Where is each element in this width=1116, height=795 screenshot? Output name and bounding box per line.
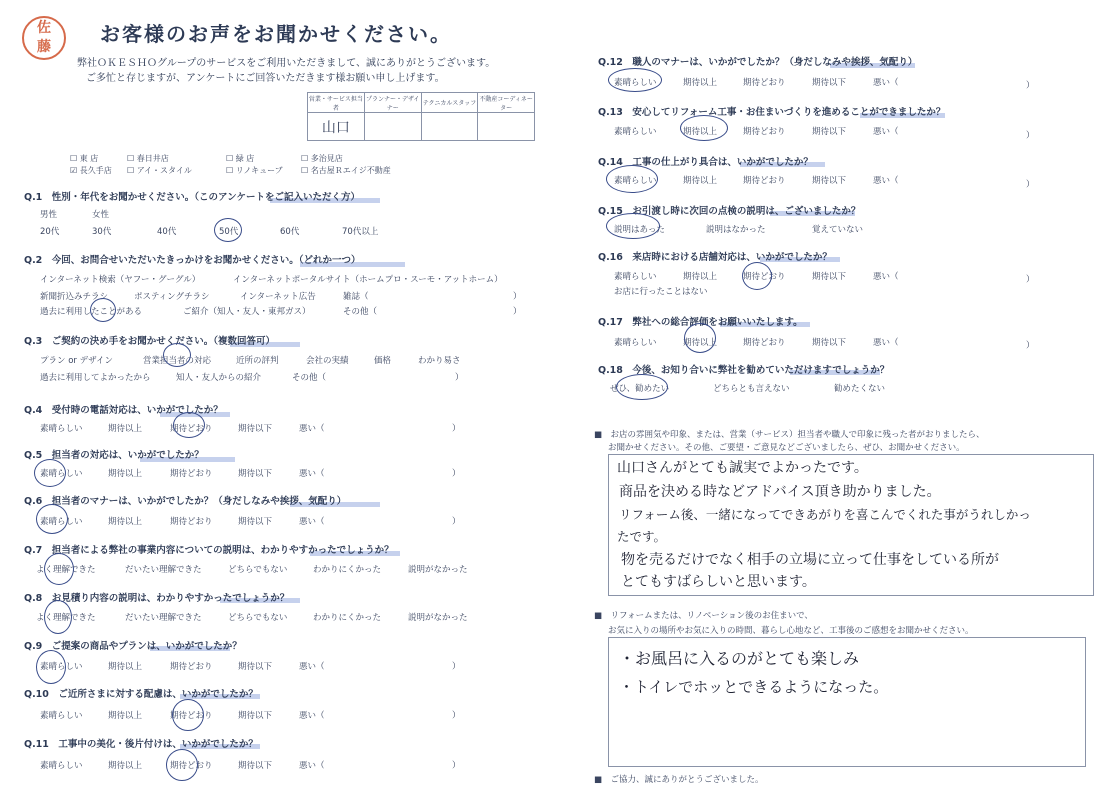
q14-option[interactable]: 期待以上 <box>683 176 718 186</box>
section2-prompt-line-1: ■ リフォームまたは、リノベーション後のお住まいで、 <box>594 611 813 621</box>
q12-option[interactable]: 素晴らしい <box>614 78 657 88</box>
q10-option[interactable]: 悪い（ <box>299 711 325 721</box>
q11-paren-close: ） <box>452 761 461 771</box>
q2-option[interactable]: 新聞折込みチラシ <box>40 292 109 302</box>
section1-prompt-line-2: お聞かせください。その他、ご要望・ご意見などございましたら、ぜひ、お聞かせください。 <box>608 443 965 453</box>
store-label: 長久手店 <box>79 166 112 175</box>
staff-realestate-name <box>478 113 535 141</box>
q18-option[interactable]: 勧めたくない <box>834 384 886 394</box>
q10-option[interactable]: 期待以下 <box>238 711 273 721</box>
q16-option-never-visited[interactable]: お店に行ったことはない <box>614 287 708 297</box>
q6-paren-close: ） <box>452 517 461 527</box>
checkbox-mark: ☐ <box>226 154 234 163</box>
q2-paren-close: ） <box>513 292 522 302</box>
q3-option[interactable]: わかり易さ <box>418 356 461 366</box>
q12-paren-close: ） <box>1026 81 1035 91</box>
q17-option[interactable]: 悪い（ <box>873 338 899 348</box>
store-checkbox[interactable] <box>226 165 283 176</box>
q4-option[interactable]: 期待どおり <box>170 424 213 434</box>
q8-option[interactable]: だいたい理解できた <box>125 613 202 623</box>
handwriting-line: とてもすばらしいと思います。 <box>621 574 816 590</box>
store-label: アイ・スタイル <box>136 166 192 175</box>
q7-label: Q.7 担当者による弊社の事業内容についての説明は、わかりやすかったでしょうか？ <box>24 545 394 556</box>
q10-label: Q.10 ご近所さまに対する配慮は、いかがでしたか？ <box>24 689 258 700</box>
q7-option[interactable]: よく理解できた <box>36 565 96 575</box>
section2-prompt-line-2: お気に入りの場所やお気に入りの時間、暮らし心地など、工事後のご感想をお聞かせください。 <box>608 626 974 636</box>
intro-line-1: 弊社ＯＫＥＳＨＯグループのサービスをご利用いただきまして、誠にありがとうございます。 <box>77 58 496 69</box>
hanko-stamp <box>22 16 66 60</box>
q4-option[interactable]: 悪い（ <box>299 424 325 434</box>
q12-option[interactable]: 悪い（ <box>873 78 899 88</box>
answer-circle <box>608 68 662 92</box>
q11-option[interactable]: 期待以下 <box>238 761 273 771</box>
q13-option[interactable]: 期待どおり <box>743 127 786 137</box>
q4-label: Q.4 受付時の電話対応は、いかがでしたか？ <box>24 405 223 416</box>
staff-header: 営業・サービス担当者 <box>308 93 365 113</box>
answer-circle <box>742 262 772 290</box>
q9-option[interactable]: 期待以下 <box>238 662 273 672</box>
q5-paren-close: ） <box>452 469 461 479</box>
store-checkbox[interactable] <box>127 165 192 176</box>
q7-option[interactable]: わかりにくかった <box>313 565 382 575</box>
q12-option[interactable]: 期待どおり <box>743 78 786 88</box>
store-checkbox[interactable] <box>301 165 391 176</box>
answer-circle <box>90 298 116 322</box>
q4-option[interactable]: 素晴らしい <box>40 424 83 434</box>
q3-option[interactable]: 近所の評判 <box>236 356 279 366</box>
q3-option[interactable]: 知人・友人からの紹介 <box>176 373 262 383</box>
q3-option[interactable]: 営業担当者の対応 <box>143 356 212 366</box>
checkbox-mark: ☑ <box>70 166 78 175</box>
q2-option[interactable]: インターネットポータルサイト（ホームプロ・スーモ・アットホーム） <box>233 275 503 285</box>
q7-option[interactable]: どちらでもない <box>228 565 288 575</box>
q17-label: Q.17 弊社への総合評価をお願いいたします。 <box>598 317 803 328</box>
q3-paren-close: ） <box>455 373 464 383</box>
q7-option[interactable]: だいたい理解できた <box>125 565 202 575</box>
q6-option[interactable]: 期待どおり <box>170 517 213 527</box>
store-label: リノキューブ <box>235 166 283 175</box>
q8-label: Q.8 お見積り内容の説明は、わかりやすかったでしょうか？ <box>24 593 290 604</box>
q14-option[interactable]: 悪い（ <box>873 176 899 186</box>
q13-option[interactable]: 期待以上 <box>683 127 718 137</box>
q14-option[interactable]: 期待以下 <box>812 176 847 186</box>
q8-option[interactable]: よく理解できた <box>36 613 96 623</box>
store-label: 名古屋Ｒエイジ不動産 <box>310 166 391 175</box>
answer-circle <box>36 504 68 534</box>
q11-option[interactable]: 期待以上 <box>108 761 143 771</box>
q18-label: Q.18 今後、お知り合いに弊社を勧めていただけますでしょうか？ <box>598 365 890 376</box>
q10-option[interactable]: 期待以上 <box>108 711 143 721</box>
q9-paren-close: ） <box>452 662 461 672</box>
q18-option[interactable]: ぜひ、勧めたい <box>610 384 670 394</box>
q3-option[interactable]: 価格 <box>374 356 392 366</box>
store-label: 緑 店 <box>235 154 255 163</box>
q8-option[interactable]: わかりにくかった <box>313 613 382 623</box>
handwriting-line: ・お風呂に入るのがとても楽しみ <box>619 649 860 668</box>
q1-option-30s[interactable]: 30代 <box>92 227 112 237</box>
q12-label: Q.12 職人のマナーは、いかがでしたか？（身だしなみや挨拶、気配り） <box>598 57 918 68</box>
q10-option[interactable]: 素晴らしい <box>40 711 83 721</box>
staff-header: テクニカルスタッフ <box>421 93 478 113</box>
answer-circle <box>44 600 72 634</box>
checkbox-mark: ☐ <box>70 154 78 163</box>
answer-circle <box>36 650 66 684</box>
answer-circle <box>680 115 728 141</box>
q12-option[interactable]: 期待以上 <box>683 78 718 88</box>
staff-planner-name <box>364 113 421 141</box>
q1-option-male[interactable]: 男性 <box>40 210 58 220</box>
q17-paren-close: ） <box>1026 341 1035 351</box>
answer-circle <box>616 374 668 400</box>
q6-option[interactable]: 期待以下 <box>238 517 273 527</box>
q3-option[interactable]: プラン or デザイン <box>40 356 114 366</box>
answer-circle <box>44 553 74 585</box>
q3-label: Q.3 ご契約の決め手をお聞かせください。（複数回答可） <box>24 336 276 347</box>
q13-option[interactable]: 素晴らしい <box>614 127 657 137</box>
q2-option[interactable]: インターネット広告 <box>240 292 316 302</box>
staff-header: プランナー・デザイナー <box>364 93 421 113</box>
q10-paren-close: ） <box>452 711 461 721</box>
q1-option-20s[interactable]: 20代 <box>40 227 60 237</box>
q15-option[interactable]: 説明はあった <box>614 225 665 235</box>
answer-circle <box>214 218 242 242</box>
handwriting-line: ・トイレでホッとできるようになった。 <box>619 678 889 696</box>
q1-option-40s[interactable]: 40代 <box>157 227 177 237</box>
store-label: 多治見店 <box>310 154 343 163</box>
q16-option[interactable]: 素晴らしい <box>614 272 657 282</box>
q14-option[interactable]: 期待どおり <box>743 176 786 186</box>
answer-circle <box>34 459 66 487</box>
staff-sales-name: 山口 <box>308 113 365 141</box>
stamp-text: 佐藤 <box>37 20 51 55</box>
q2-option[interactable]: ご紹介（知人・友人・東邦ガス） <box>183 307 311 317</box>
q11-option[interactable]: 期待どおり <box>170 761 213 771</box>
q9-option[interactable]: 期待以上 <box>108 662 143 672</box>
store-label: 東 店 <box>79 154 99 163</box>
q6-option[interactable]: 期待以上 <box>108 517 143 527</box>
answer-circle <box>173 412 205 438</box>
store-label: 春日井店 <box>136 154 169 163</box>
store-checkbox[interactable] <box>301 153 343 164</box>
page-title: お客様のお声をお聞かせください。 <box>100 22 452 46</box>
q5-option[interactable]: 期待どおり <box>170 469 213 479</box>
checkbox-mark: ☐ <box>301 154 309 163</box>
q13-label: Q.13 安心してリフォーム工事・お住まいづくりを進めることができましたか？ <box>598 107 946 118</box>
q16-option[interactable]: 期待以上 <box>683 272 718 282</box>
answer-circle <box>166 749 198 781</box>
q2-option[interactable]: インターネット検索（ヤフー・グーグル） <box>40 275 201 285</box>
q2-label: Q.2 今回、お問合せいただいたきっかけをお聞かせください。（どれか一つ） <box>24 255 361 266</box>
q3-option[interactable]: 会社の実績 <box>306 356 349 366</box>
q10-option[interactable]: 期待どおり <box>170 711 213 721</box>
checkbox-mark: ☐ <box>127 154 135 163</box>
q16-label: Q.16 来店時における店舗対応は、いかがでしたか？ <box>598 252 832 263</box>
handwriting-line: 山口さんがとても誠実でよかったです。 <box>617 460 868 476</box>
q1-option-female[interactable]: 女性 <box>92 210 110 220</box>
q17-option[interactable]: 期待以上 <box>683 338 718 348</box>
answer-circle <box>163 343 191 367</box>
q12-option[interactable]: 期待以下 <box>812 78 847 88</box>
q8-option[interactable]: どちらでもない <box>228 613 288 623</box>
q13-option[interactable]: 悪い（ <box>873 127 899 137</box>
q2-option[interactable]: ポスティングチラシ <box>134 292 210 302</box>
store-checkbox[interactable] <box>226 153 254 164</box>
q2-option[interactable]: その他（ <box>343 307 378 317</box>
q6-option[interactable]: 悪い（ <box>299 517 325 527</box>
staff-header: 不動産コーディネーター <box>478 93 535 113</box>
q9-option[interactable]: 期待どおり <box>170 662 213 672</box>
q2-paren-close: ） <box>513 307 522 317</box>
q5-label: Q.5 担当者の対応は、いかがでしたか？ <box>24 450 204 461</box>
q13-option[interactable]: 期待以下 <box>812 127 847 137</box>
answer-circle <box>606 165 658 193</box>
q3-option[interactable]: その他（ <box>292 373 327 383</box>
q4-option[interactable]: 期待以上 <box>108 424 143 434</box>
handwriting-line: たです。 <box>617 529 667 544</box>
q6-label: Q.6 担当者のマナーは、いかがでしたか？（身だしなみや挨拶、気配り） <box>24 496 347 507</box>
q16-option[interactable]: 期待以下 <box>812 272 847 282</box>
q14-paren-close: ） <box>1026 180 1035 190</box>
handwriting-line: リフォーム後、一緒になってできあがりを喜こんでくれた事がうれしかっ <box>619 507 1031 522</box>
q5-option[interactable]: 期待以下 <box>238 469 273 479</box>
q17-option[interactable]: 期待以下 <box>812 338 847 348</box>
footer-thanks: ■ ご協力、誠にありがとうございました。 <box>594 775 764 785</box>
answer-circle <box>172 699 204 731</box>
q2-option[interactable]: 過去に利用したことがある <box>40 307 143 317</box>
q3-option[interactable]: 過去に利用してよかったから <box>40 373 151 383</box>
q5-option[interactable]: 素晴らしい <box>40 469 83 479</box>
q1-option-50s[interactable]: 50代 <box>219 227 239 237</box>
q9-option[interactable]: 素晴らしい <box>40 662 83 672</box>
q14-label: Q.14 工事の仕上がり具合は、いかがでしたか？ <box>598 157 813 168</box>
q16-option[interactable]: 期待どおり <box>743 272 786 282</box>
checkbox-mark: ☐ <box>301 166 309 175</box>
q6-option[interactable]: 素晴らしい <box>40 517 83 527</box>
q7-option[interactable]: 説明がなかった <box>408 565 468 575</box>
q1-label: Q.1 性別・年代をお聞かせください。（このアンケートをご記入いただく方） <box>24 192 360 203</box>
q1-option-60s[interactable]: 60代 <box>280 227 300 237</box>
q13-paren-close: ） <box>1026 131 1035 141</box>
checkbox-mark: ☐ <box>127 166 135 175</box>
q15-option[interactable]: 説明はなかった <box>706 225 766 235</box>
section2-comment-box[interactable] <box>608 637 1086 767</box>
checkbox-mark: ☐ <box>226 166 234 175</box>
q16-paren-close: ） <box>1026 275 1035 285</box>
q11-option[interactable]: 悪い（ <box>299 761 325 771</box>
q18-option[interactable]: どちらとも言えない <box>713 384 790 394</box>
section1-prompt-line-1: ■ お店の雰囲気や印象、または、営業（サービス）担当者や職人で印象に残った者がおりましたら、 <box>594 430 985 440</box>
staff-table <box>307 92 535 141</box>
answer-circle <box>684 323 716 353</box>
handwriting-line: 物を売るだけでなく相手の立場に立って仕事をしている所が <box>621 552 999 568</box>
handwriting-line: 商品を決める時などアドバイス頂き助かりました。 <box>619 484 941 500</box>
q5-option[interactable]: 期待以上 <box>108 469 143 479</box>
staff-technical-name <box>421 113 478 141</box>
store-checkbox[interactable] <box>70 153 98 164</box>
answer-circle <box>606 213 660 239</box>
q1-option-70s[interactable]: 70代以上 <box>342 227 379 237</box>
intro-line-2: ご多忙と存じますが、アンケートにご回答いただきます様お願い申し上げます。 <box>86 73 445 84</box>
q4-paren-close: ） <box>452 424 461 434</box>
store-checkbox[interactable] <box>127 153 169 164</box>
q17-option[interactable]: 期待どおり <box>743 338 786 348</box>
q8-option[interactable]: 説明がなかった <box>408 613 468 623</box>
q9-option[interactable]: 悪い（ <box>299 662 325 672</box>
q11-option[interactable]: 素晴らしい <box>40 761 83 771</box>
store-checkbox[interactable] <box>70 165 112 176</box>
q5-option[interactable]: 悪い（ <box>299 469 325 479</box>
q4-option[interactable]: 期待以下 <box>238 424 273 434</box>
q2-option[interactable]: 雑誌（ <box>343 292 369 302</box>
q11-label: Q.11 工事中の美化・後片付けは、いかがでしたか？ <box>24 739 258 750</box>
section1-comment-box[interactable] <box>608 454 1094 596</box>
q17-option[interactable]: 素晴らしい <box>614 338 657 348</box>
q9-label: Q.9 ご提案の商品やプランは、いかがでしたか？ <box>24 641 242 652</box>
q15-option[interactable]: 覚えていない <box>812 225 864 235</box>
q15-label: Q.15 お引渡し時に次回の点検の説明は、ございましたか？ <box>598 206 861 217</box>
q16-option[interactable]: 悪い（ <box>873 272 899 282</box>
q14-option[interactable]: 素晴らしい <box>614 176 657 186</box>
